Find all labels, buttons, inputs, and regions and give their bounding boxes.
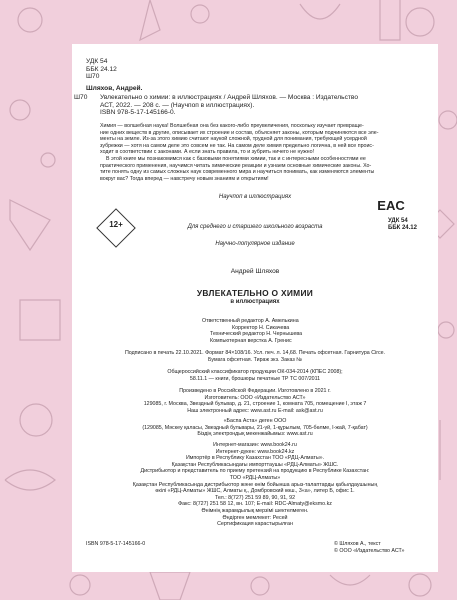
book-title: УВЛЕКАТЕЛЬНО О ХИМИИ <box>196 288 314 298</box>
abstract-line: ние одних веществ в другие, описывает их строение и состав, объясняет законы, которым подчиняются все эле- <box>100 129 379 136</box>
distributor <box>72 442 438 528</box>
molecule-doodle-icon <box>18 8 42 32</box>
publisher-line: Изготовитель: ООО «Издательство АСТ» <box>204 394 306 401</box>
distributor-line: Интернет-магазин: www.book24.ru <box>213 442 297 448</box>
kz-line: (129085, Мәскеу қаласы, Звездный бульвары, 21-үй, 1-құрылым, 705-бөлме, I-жай, 7-қабат) <box>142 424 368 431</box>
publisher <box>72 388 438 414</box>
author-line: Шляхов, Андрей. <box>86 85 143 92</box>
udk-code-right: УДК 54 <box>388 218 408 224</box>
distributor-line: Қазақстан Республикасындағы импорттаушы «РДЦ-Алматы» ЖШС. <box>171 461 339 468</box>
book-author: Андрей Шляхов <box>230 268 280 275</box>
kz-line: Біздің электрондық мекенжайымыз: www.ast.ru <box>197 431 313 438</box>
flask-doodle-icon <box>380 0 400 40</box>
credit-line: Ответственный редактор А. Амелькина <box>202 318 299 324</box>
genre-line: Научно-популярное издание <box>215 241 295 247</box>
abstract <box>100 123 434 182</box>
right-codes <box>388 218 417 232</box>
left-code: Ш70 <box>74 94 88 101</box>
abstract-line: тите понять одну из самых сложных наук современного мира и научиться понимать, как изменяются элементы <box>100 169 375 176</box>
citation-line: АСТ, 2022. — 208 с. — (Научпоп в иллюстрациях). <box>100 101 255 109</box>
classifier <box>72 369 438 382</box>
imprint-page <box>72 44 438 572</box>
abstract-line: ходит в соответствии с законами. А если знать правила, то и зубрить ничего не нужно! <box>100 149 315 156</box>
distributor-line: Тел.: 8(727) 251 59 89, 90, 91, 92 <box>214 494 296 501</box>
abstract-line: вокруг вас? Тогда вперед — навстречу новым знаниям и открытиям! <box>100 175 269 182</box>
publisher-line: Произведено в Российской Федерации. Изготовлено в 2021 г. <box>179 388 331 394</box>
classifier-line: Общероссийский классификатор продукции ОК-034-2014 (КПЕС 2008); <box>167 369 343 375</box>
citation <box>100 94 358 117</box>
distributor-line: Сертификация карастырылған <box>217 521 293 528</box>
abstract-line: В этой книге мы познакомимся как с базовыми понятиями химии, так и с интересными особенностями ее <box>106 155 366 162</box>
isbn-line: ISBN 978-5-17-145166-0. <box>100 109 176 117</box>
header-codes <box>86 58 117 81</box>
bbk-code: ББК 24.12 <box>86 65 117 73</box>
publisher-line: 129085, г. Москва, Звездный бульвар, д. 21, строение 1, комната 705, помещение I, этаж 7 <box>143 401 367 408</box>
classifier-line: 58.11.1 — книги, брошюры печатные ТР ТС 007/2011 <box>189 375 321 382</box>
distributor-line: Дистрибьютор и представитель по приему претензий на продукцию в Республике Казахстан: <box>140 468 370 475</box>
distributor-line: өкілі «РДЦ-Алматы» ЖШС, Алматы қ., Домбровский көш., 3«а», литер Б, офис 1. <box>155 488 355 495</box>
copyright-line: © ООО «Издательство АСТ» <box>334 547 405 554</box>
distributor-line: Интернет-дүкен: www.book24.kz <box>215 448 295 455</box>
copyright-line: © Шляхов А., текст <box>334 541 381 547</box>
distributor-line: Импортёр в Республику Казахстан ТОО «РДЦ-Алматы». <box>185 455 325 462</box>
book-subtitle: в иллюстрациях <box>230 299 280 305</box>
footer-isbn: ISBN 978-5-17-145166-0 <box>86 541 146 547</box>
eac-text: EAC <box>377 198 405 213</box>
eac-mark-icon <box>377 194 405 216</box>
citation-line: Увлекательно о химии: в иллюстрациях / Андрей Шляхов. — Москва : Издательство <box>100 94 358 101</box>
credit-line: Технический редактор Н. Чернышева <box>210 331 303 338</box>
distributor-line: Факс: 8(727) 251 58 12, вн. 107; E-mail: RDC-Almaty@eksmo.kz <box>178 501 332 508</box>
print-info <box>72 350 438 363</box>
bbk-code-right: ББК 24.12 <box>388 225 417 231</box>
kz-publisher <box>72 418 438 438</box>
credits <box>202 318 302 344</box>
series-title: Научпоп в иллюстрациях <box>218 194 292 200</box>
distributor-line: ТОО «РДЦ-Алматы» <box>229 474 281 481</box>
abstract-line: практического применения, научимся читать химические реакции и узнаем основные химические законы. Хо- <box>100 162 372 169</box>
credit-line: Корректор Н. Сикачева <box>232 324 290 331</box>
udk-code: УДК 54 <box>86 58 108 65</box>
age-rating-text: 12+ <box>109 220 123 229</box>
distributor-line: Өндірген мемлекет: Ресей <box>222 514 288 521</box>
author-code: Ш70 <box>86 73 100 81</box>
abstract-line: зубрежки — хотя на самом деле это совсем не так. На самом деле химия предельно логична, в ней все проис- <box>100 142 374 149</box>
print-info-line: Подписано в печать 22.10.2021. Формат 84×108/16. Усл. печ. л. 14,68. Печать офсетная. Гарнитура Circe. <box>124 350 386 356</box>
abstract-line: Химия — волшебная наука! Волшебная она без какого-либо преувеличения, поскольку изучает превраще- <box>100 123 364 129</box>
distributor-line: Қазақстан Республикасында дистрибьютор және өнім бойынша арыз-талаптарды қабылдаушының <box>132 481 378 488</box>
publisher-line: Наш электронный адрес: www.ast.ru E-mail: ask@ast.ru <box>187 407 323 414</box>
credit-line: Компьютерная верстка А. Гренис <box>210 337 292 344</box>
copyright <box>334 541 404 554</box>
audience-line: Для среднего и старшего школьного возраста <box>187 224 323 230</box>
kz-line: «Баспа Аста» деген ООО <box>223 418 287 424</box>
print-info-line: Бумага офсетная. Тираж экз. Заказ № <box>208 356 302 363</box>
distributor-line: Өнімнің жарамдылық мерзімі шектелмеген. <box>201 507 309 514</box>
abstract-line: менты на земле. Из-за этого химию считают наукой сложной, трудной для понимания, требующей усердной <box>100 136 367 143</box>
